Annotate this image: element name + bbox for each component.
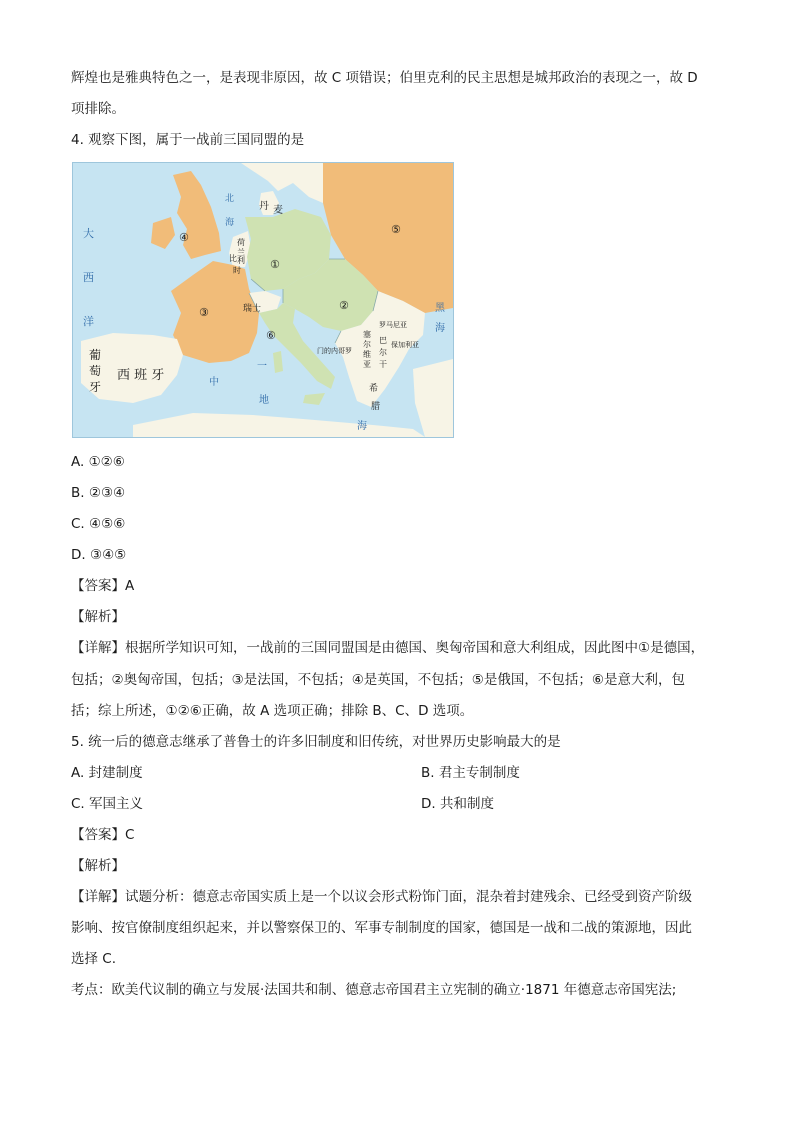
label-6: ⑥ (266, 329, 276, 342)
label-atlantic-1: 大 (83, 227, 94, 240)
label-balkan-1: 巴 (379, 336, 387, 345)
detail-text: 【详解】试题分析：德意志帝国实质上是一个以议会形式粉饰门面，混杂着封建残余、已经受到资产阶级 (71, 889, 692, 905)
label-switzerland: 瑞士 (243, 304, 262, 314)
label-denmark-2: 麦 (273, 205, 283, 216)
question-4: 4. 观察下图，属于一战前三国同盟的是 (71, 132, 305, 148)
label-netherlands-2: 兰 (237, 248, 245, 257)
option-a: A. ①②⑥ (71, 454, 125, 470)
label-4: ④ (179, 231, 189, 244)
analysis-label: 【解析】 (71, 858, 125, 874)
label-portugal-2: 萄 (89, 364, 102, 378)
label-med-4: 一 (257, 361, 267, 372)
text-line: 项排除。 (71, 101, 125, 117)
option-b: B. ②③④ (71, 485, 126, 501)
label-north-sea-1: 北 (225, 194, 235, 204)
label-1: ① (270, 258, 280, 271)
analysis-label: 【解析】 (71, 609, 125, 625)
label-2: ② (339, 299, 349, 312)
option-c: C. ④⑤⑥ (71, 516, 126, 532)
option-d: D. ③④⑤ (71, 547, 127, 563)
label-5: ⑤ (391, 223, 401, 236)
label-belgium-2: 利 (237, 256, 245, 265)
detail-text: 选择 C. (71, 951, 117, 967)
label-serbia-2: 尔 (363, 340, 371, 349)
label-bulgaria: 保加利亚 (391, 341, 419, 349)
option-b: B. 君主专制制度 (421, 765, 520, 781)
option-c: C. 军国主义 (71, 796, 144, 812)
label-denmark-1: 丹 (259, 201, 269, 212)
label-spain: 西 班 牙 (117, 368, 165, 383)
label-portugal-3: 牙 (89, 380, 102, 394)
question-5: 5. 统一后的德意志继承了普鲁士的许多旧制度和旧传统，对世界历史影响最大的是 (71, 734, 561, 750)
label-serbia-1: 塞 (363, 330, 371, 339)
label-3: ③ (199, 306, 209, 319)
label-romania: 罗马尼亚 (379, 321, 407, 329)
europe-map-svg (73, 163, 453, 437)
detail-text: 括；综上所述，①②⑥正确，故 A 选项正确；排除 B、C、D 选项。 (71, 703, 474, 719)
label-med-2: 地 (259, 395, 269, 406)
label-balkan-3: 干 (379, 360, 387, 369)
label-med-1: 中 (209, 377, 219, 388)
answer-label: 【答案】C (71, 827, 135, 843)
option-d: D. 共和制度 (421, 796, 494, 812)
detail-text: 影响、按官僚制度组织起来，并以警察保卫的、军事专制制度的国家，德国是一战和二战的策源地，因此 (71, 920, 692, 936)
label-serbia-3: 维 (363, 350, 371, 359)
label-med-3: 海 (357, 421, 367, 432)
label-serbia-4: 亚 (363, 360, 371, 369)
label-north-sea-2: 海 (225, 218, 235, 228)
label-greece-1: 希 (369, 384, 379, 394)
label-atlantic-2: 西 (83, 271, 94, 284)
label-netherlands-1: 荷 (237, 238, 245, 247)
label-portugal-1: 葡 (89, 348, 102, 362)
label-greece-2: 腊 (371, 402, 381, 412)
exam-points: 考点：欧美代议制的确立与发展·法国共和制、德意志帝国君主立宪制的确立·1871 年德意志帝国宪法; (71, 982, 677, 998)
label-black-sea-1: 黑 (435, 303, 445, 314)
label-black-sea-2: 海 (435, 323, 445, 334)
label-montenegro: 门的内哥罗 (317, 347, 352, 355)
label-atlantic-3: 洋 (83, 315, 94, 328)
answer-label: 【答案】A (71, 578, 135, 594)
label-balkan-2: 尔 (379, 348, 387, 357)
detail-text: 【详解】根据所学知识可知，一战前的三国同盟国是由德国、奥匈帝国和意大利组成，因此图中①是德国， (71, 640, 705, 656)
label-belgium-1: 比 (229, 254, 237, 263)
text-line: 辉煌也是雅典特色之一，是表现非原因，故 C 项错误；伯里克利的民主思想是城邦政治的表现之一，故 D (71, 70, 698, 86)
label-belgium-3: 时 (233, 266, 241, 275)
detail-text: 包括；②奥匈帝国，包括；③是法国，不包括；④是英国，不包括；⑤是俄国，不包括；⑥是意大利，包 (71, 672, 686, 688)
option-a: A. 封建制度 (71, 765, 143, 781)
europe-map (72, 162, 454, 438)
